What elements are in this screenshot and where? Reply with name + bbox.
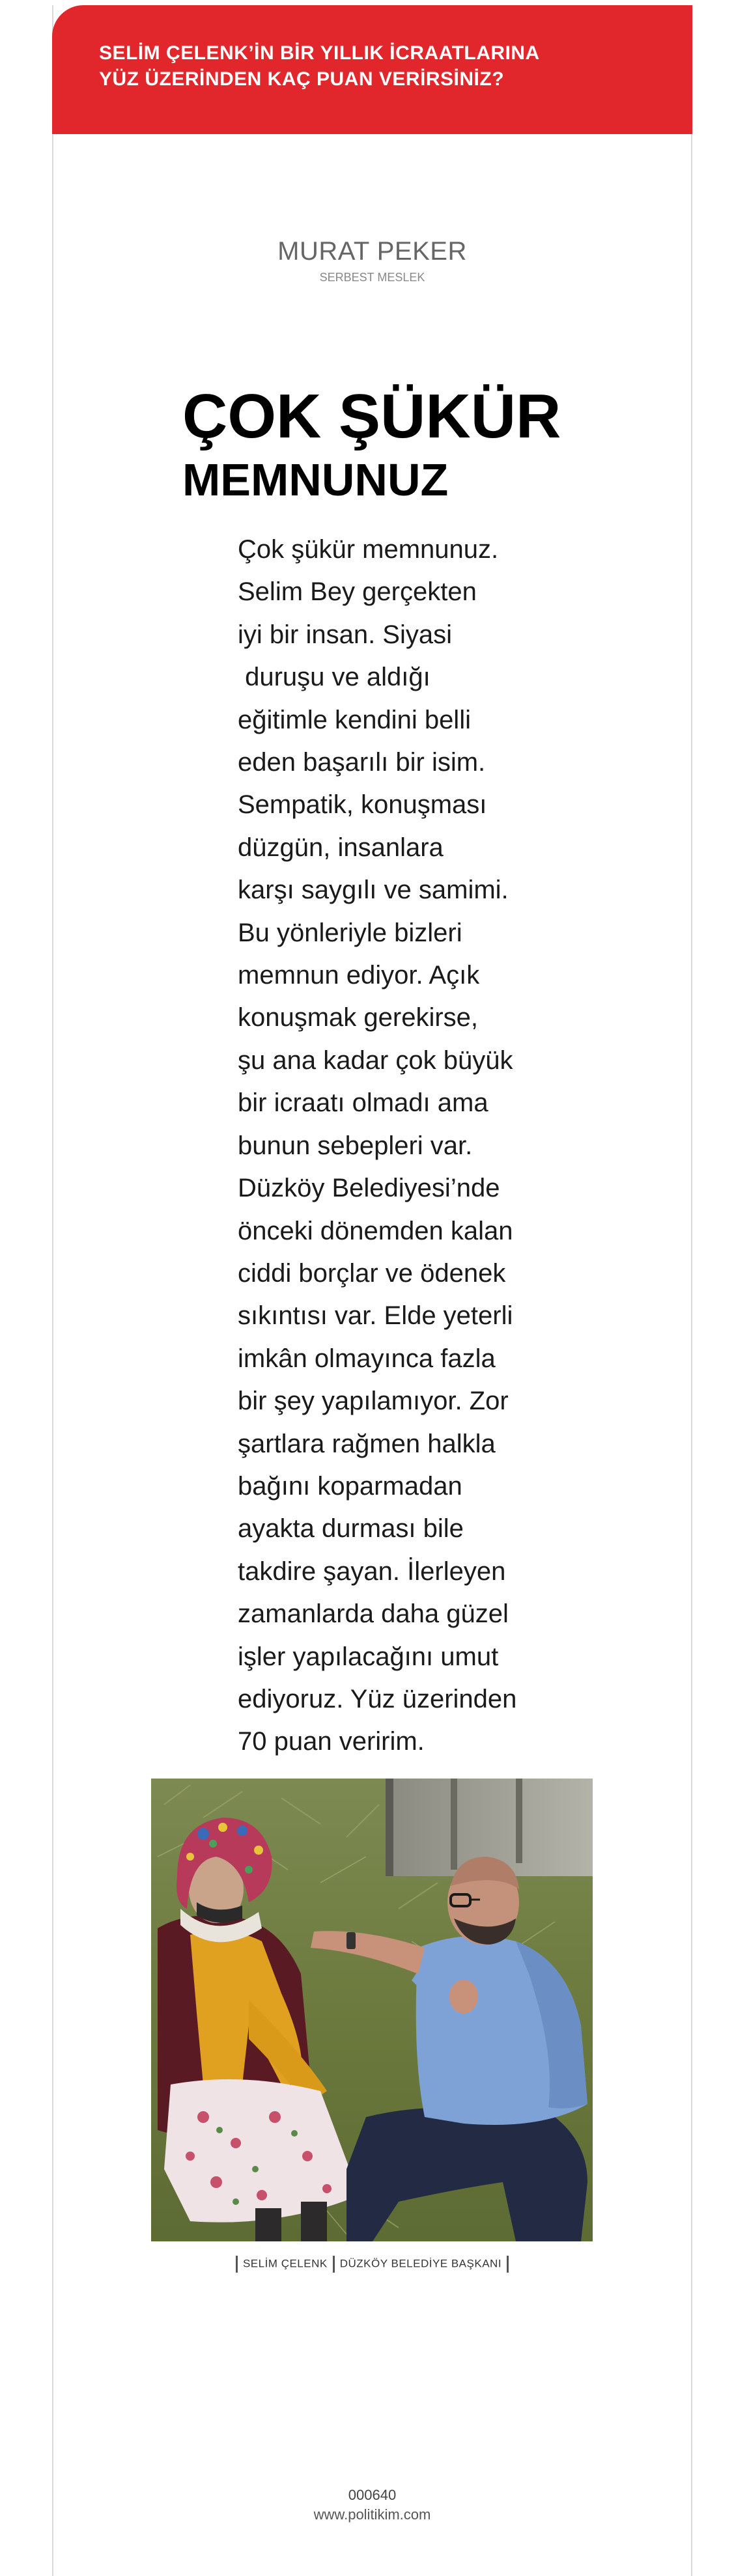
question-banner xyxy=(52,5,692,134)
body-line: konuşmak gerekirse, xyxy=(238,1003,479,1032)
headline xyxy=(182,383,561,508)
body-line: zamanlarda daha güzel xyxy=(238,1600,509,1629)
body-line: eden başarılı bir isim. xyxy=(238,748,486,777)
body-line: önceki dönemden kalan xyxy=(238,1216,513,1245)
body-line: şu ana kadar çok büyük xyxy=(238,1046,513,1075)
body-line: duruşu ve aldığı xyxy=(238,663,431,692)
body-line: eğitimle kendini belli xyxy=(238,705,471,734)
caption-divider xyxy=(507,2256,509,2273)
body-line: bir icraatı olmadı ama xyxy=(238,1088,488,1118)
body-line: ediyoruz. Yüz üzerinden xyxy=(238,1684,517,1713)
body-line: Çok şükür memnunuz. xyxy=(238,535,499,564)
caption-name: SELİM ÇELENK xyxy=(242,2257,328,2270)
author-role: SERBEST MESLEK xyxy=(319,271,425,284)
body-line: ciddi borçlar ve ödenek xyxy=(238,1258,506,1288)
author-name: MURAT PEKER xyxy=(277,237,467,266)
footer-url[interactable]: www.politikim.com xyxy=(313,2506,431,2523)
body-line: bağını koparmadan xyxy=(238,1471,462,1501)
caption-title: DÜZKÖY BELEDİYE BAŞKANI xyxy=(339,2257,502,2270)
photo-illustration xyxy=(151,1779,593,2241)
body-line: şartlara rağmen halkla xyxy=(238,1429,496,1458)
body-line: Sempatik, konuşması xyxy=(238,790,487,820)
headline-line-1: ÇOK ŞÜKÜR xyxy=(182,381,561,451)
body-line: bunun sebepleri var. xyxy=(238,1131,473,1160)
body-line: sıkıntısı var. Elde yeterli xyxy=(238,1301,513,1331)
banner-line-1: SELİM ÇELENK’İN BİR YILLIK İCRAATLARINA xyxy=(99,42,540,64)
body-line: Düzköy Belediyesi’nde xyxy=(238,1174,500,1203)
author-block xyxy=(52,236,692,285)
body-line: memnun ediyor. Açık xyxy=(238,961,480,990)
photo-caption xyxy=(52,2254,692,2274)
headline-line-2: MEMNUNUZ xyxy=(182,454,449,505)
body-line: imkân olmayınca fazla xyxy=(238,1344,496,1373)
interview-photo xyxy=(151,1779,593,2241)
page-footer xyxy=(52,2486,692,2525)
body-line: bir şey yapılamıyor. Zor xyxy=(238,1387,509,1416)
banner-line-2: YÜZ ÜZERİNDEN KAÇ PUAN VERİRSİNİZ? xyxy=(99,68,505,90)
footer-code: 000640 xyxy=(348,2487,397,2503)
body-line: Selim Bey gerçekten xyxy=(238,577,477,607)
body-line: Bu yönleriyle bizleri xyxy=(238,918,462,947)
body-line: ayakta durması bile xyxy=(238,1514,464,1544)
body-line: takdire şayan. İlerleyen xyxy=(238,1557,506,1586)
body-line: işler yapılacağını umut xyxy=(238,1642,499,1671)
caption-divider xyxy=(333,2256,335,2273)
body-line: 70 puan veririm. xyxy=(238,1727,425,1756)
body-line: düzgün, insanlara xyxy=(238,833,444,862)
body-line: iyi bir insan. Siyasi xyxy=(238,620,453,649)
article-body xyxy=(238,529,544,1764)
caption-divider xyxy=(236,2256,238,2273)
body-line: karşı saygılı ve samimi. xyxy=(238,876,509,905)
